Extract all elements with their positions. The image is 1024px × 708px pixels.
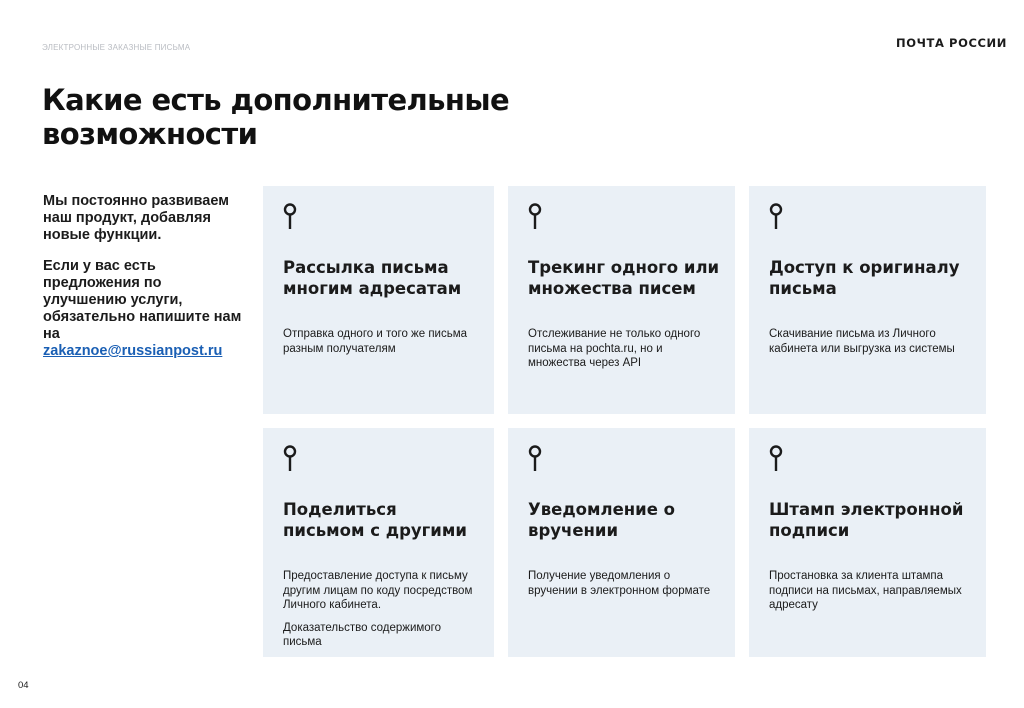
feature-card-title: Штамп электронной подписи — [769, 500, 964, 540]
page-title — [42, 83, 642, 151]
feature-card-title: Поделиться письмом с другими — [283, 500, 467, 540]
feature-card-title: Доступ к оригиналу письма — [769, 258, 960, 298]
pin-icon — [528, 445, 542, 473]
pin-icon — [769, 203, 783, 231]
feature-card-description — [528, 327, 721, 379]
pin-icon — [283, 203, 297, 231]
feature-card-title: Рассылка письма многим адресатам — [283, 258, 462, 298]
feature-card-description — [528, 569, 721, 606]
intro-paragraph-1: Мы постоянно развиваем наш продукт, добавляя новые функции. — [43, 193, 229, 243]
page-title-line-1: Какие есть дополнительные — [42, 83, 510, 117]
feature-card-description-text: Скачивание письма из Личного кабинета или выгрузка из системы — [769, 328, 955, 355]
feature-card-description — [283, 569, 480, 658]
page-number: 04 — [18, 680, 29, 691]
feature-card-description-text: Предоставление доступа к письму другим лицам по коду посредством Личного кабинета. — [283, 570, 473, 611]
page-title-line-2: возможности — [42, 117, 258, 151]
feature-card-description-text: Простановка за клиента штампа подписи на письмах, направляемых адресату — [769, 570, 962, 611]
feature-card-title: Уведомление о вручении — [528, 500, 676, 540]
russian-post-logo: ПОЧТА РОССИИ — [896, 36, 1007, 50]
feature-card-description — [283, 327, 480, 364]
pin-icon — [769, 445, 783, 473]
section-label: ЭЛЕКТРОННЫЕ ЗАКАЗНЫЕ ПИСЬМА — [42, 43, 191, 52]
intro-paragraph-2-text: Если у вас есть предложения по улучшению услуги, обязательно напишите нам на — [43, 258, 242, 342]
feature-card-description-text: Отслеживание не только одного письма на pochta.ru, но и множества через API — [528, 328, 701, 369]
feature-card-delivery-notice — [508, 428, 735, 657]
feature-card-description — [769, 327, 972, 364]
intro-paragraph-2 — [43, 258, 248, 360]
feature-card-description-text: Получение уведомления о вручении в электронном формате — [528, 570, 711, 597]
feature-card-original-access — [749, 186, 986, 414]
feature-card-mass-mailing — [263, 186, 494, 414]
pin-icon — [283, 445, 297, 473]
feature-card-description-text: Отправка одного и того же письма разным получателям — [283, 328, 468, 355]
feature-card-description — [769, 569, 972, 621]
feature-card-tracking — [508, 186, 735, 414]
contact-email-link[interactable]: zakaznoe@russianpost.ru — [43, 343, 223, 359]
feature-card-signature-stamp — [749, 428, 986, 657]
pin-icon — [528, 203, 542, 231]
feature-card-description-text-2: Доказательство содержимого письма — [283, 621, 442, 648]
intro-text — [43, 193, 248, 374]
feature-card-title: Трекинг одного или множества писем — [528, 258, 720, 298]
feature-card-share-letter — [263, 428, 494, 657]
